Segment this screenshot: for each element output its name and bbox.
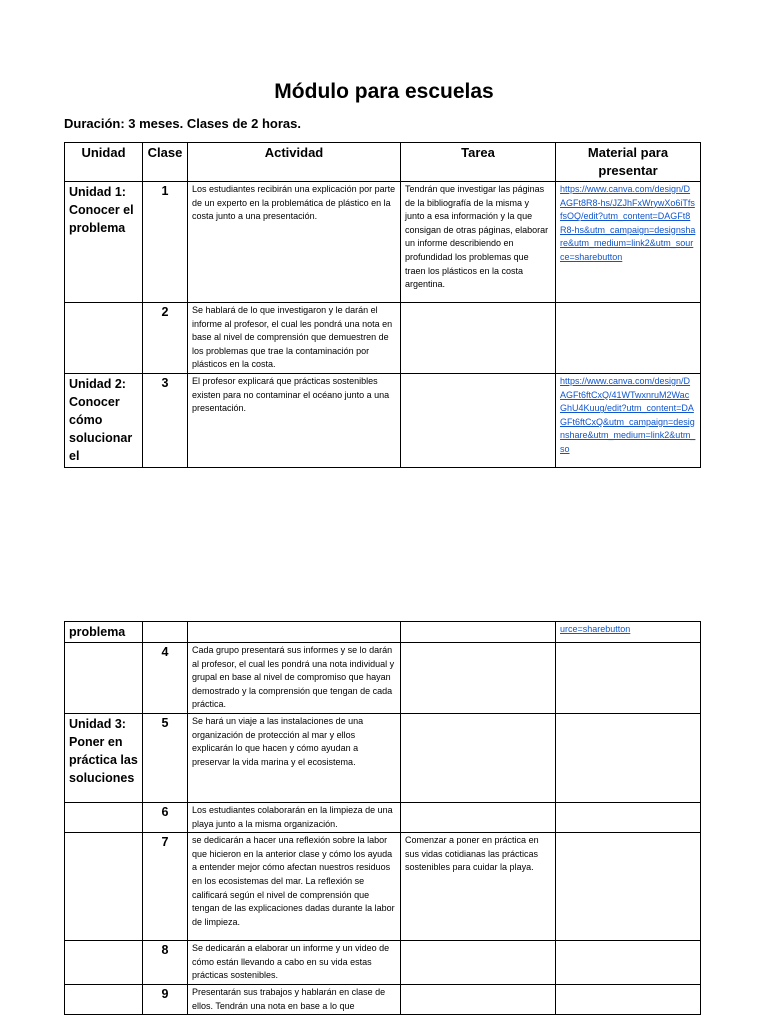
actividad-cell: Se dedicarán a elaborar un informe y un video de cómo están llevando a cabo en su vida estas prácticas sostenibles. bbox=[188, 941, 401, 985]
actividad-cell: Los estudiantes recibirán una explicación por parte de un experto en la problemática de plástico en la costa junto a una presentación. bbox=[188, 182, 401, 303]
table-row bbox=[65, 802, 701, 832]
duration-text: Duración: 3 meses. Clases de 2 horas. bbox=[64, 116, 301, 131]
tarea-cell: Comenzar a poner en práctica en sus vidas cotidianas las prácticas sostenibles para cuidar la playa. bbox=[401, 833, 556, 941]
tarea-cell bbox=[401, 622, 556, 643]
clase-cell: 2 bbox=[143, 303, 188, 374]
unidad-cell: Unidad 2: Conocer cómo solucionar el bbox=[65, 373, 143, 467]
clase-cell: 3 bbox=[143, 373, 188, 467]
header-tarea: Tarea bbox=[401, 143, 556, 182]
tarea-cell bbox=[401, 643, 556, 714]
unidad-cell bbox=[65, 802, 143, 832]
actividad-cell: Los estudiantes colaborarán en la limpieza de una playa junto a la misma organización. bbox=[188, 802, 401, 832]
material-link[interactable]: https://www.canva.com/design/DAGFt8R8-hs/JZJhFxWrywXo6iTfsfsOQ/edit?utm_content=DAGFt8R8-hs&utm_campaign=designshare&utm_medium=link2&utm_source=sharebutton bbox=[556, 182, 701, 303]
header-actividad: Actividad bbox=[188, 143, 401, 182]
actividad-cell: Presentarán sus trabajos y hablarán en clase de ellos. Tendrán una nota en base a lo que bbox=[188, 984, 401, 1014]
header-clase: Clase bbox=[143, 143, 188, 182]
material-cell bbox=[556, 941, 701, 985]
actividad-cell: Se hará un viaje a las instalaciones de una organización de protección al mar y ellos explicarán lo que hacen y cómo ayudan a preservar la vida marina y el ecosistema. bbox=[188, 713, 401, 802]
clase-cell: 8 bbox=[143, 941, 188, 985]
actividad-cell: se dedicarán a hacer una reflexión sobre la labor que hicieron en la anterior clase y cómo los ayuda a entender mejor cómo afectan nuestros residuos en los ecosistemas del mar. La reflexión se calificará según el nivel de comprensión que tengan de las explicaciones dadas durante la labor de limpieza. bbox=[188, 833, 401, 941]
unidad-cell: Unidad 3: Poner en práctica las soluciones bbox=[65, 713, 143, 802]
table-row bbox=[65, 643, 701, 714]
tarea-cell bbox=[401, 941, 556, 985]
table-row bbox=[65, 622, 701, 643]
unidad-cell bbox=[65, 643, 143, 714]
actividad-cell: Se hablará de lo que investigaron y le darán el informe al profesor, el cual les pondrá una nota en base al nivel de comprensión que demuestren de los problemas que trae la contaminación por plásticos en la costa. bbox=[188, 303, 401, 374]
unidad-cell: Unidad 1: Conocer el problema bbox=[65, 182, 143, 303]
tarea-cell bbox=[401, 373, 556, 467]
material-cell bbox=[556, 643, 701, 714]
table-row bbox=[65, 373, 701, 467]
table-row bbox=[65, 303, 701, 374]
table-row bbox=[65, 941, 701, 985]
material-link[interactable]: urce=sharebutton bbox=[556, 622, 701, 643]
clase-cell: 6 bbox=[143, 802, 188, 832]
tarea-cell bbox=[401, 303, 556, 374]
clase-cell: 5 bbox=[143, 713, 188, 802]
clase-cell: 9 bbox=[143, 984, 188, 1014]
schedule-table-page2 bbox=[64, 621, 701, 1015]
document-title: Módulo para escuelas bbox=[274, 80, 494, 103]
clase-cell: 4 bbox=[143, 643, 188, 714]
table-header-row bbox=[65, 143, 701, 182]
schedule-table-page1 bbox=[64, 142, 701, 468]
material-cell bbox=[556, 713, 701, 802]
tarea-cell bbox=[401, 984, 556, 1014]
unidad-cell bbox=[65, 303, 143, 374]
unidad-cell bbox=[65, 984, 143, 1014]
clase-cell: 1 bbox=[143, 182, 188, 303]
clase-cell: 7 bbox=[143, 833, 188, 941]
table-row bbox=[65, 713, 701, 802]
table-row bbox=[65, 833, 701, 941]
clase-cell bbox=[143, 622, 188, 643]
table-row bbox=[65, 984, 701, 1014]
actividad-cell bbox=[188, 622, 401, 643]
material-cell bbox=[556, 802, 701, 832]
material-cell bbox=[556, 833, 701, 941]
material-cell bbox=[556, 303, 701, 374]
material-cell bbox=[556, 984, 701, 1014]
tarea-cell bbox=[401, 713, 556, 802]
header-unidad: Unidad bbox=[65, 143, 143, 182]
material-link[interactable]: https://www.canva.com/design/DAGFt6ftCxQ/41WTwxnruM2WacGhU4Kuug/edit?utm_content=DAGFt6ftCxQ&utm_campaign=designshare&utm_medium=link2&utm_so bbox=[556, 373, 701, 467]
actividad-cell: El profesor explicará que prácticas sostenibles existen para no contaminar el océano junto a una presentación. bbox=[188, 373, 401, 467]
unidad-cell bbox=[65, 833, 143, 941]
actividad-cell: Cada grupo presentará sus informes y se lo darán al profesor, el cual les pondrá una nota individual y grupal en base al nivel de compromiso que hayan demostrado y la comprensión que tengan de cada práctica. bbox=[188, 643, 401, 714]
unidad-cell bbox=[65, 941, 143, 985]
tarea-cell: Tendrán que investigar las páginas de la bibliografía de la misma y junto a esa información y la que consigan de otras páginas, elaborar un informe describiendo en profundidad los problemas que traen los plásticos en la costa argentina. bbox=[401, 182, 556, 303]
tarea-cell bbox=[401, 802, 556, 832]
table-row bbox=[65, 182, 701, 303]
unidad-cell: problema bbox=[65, 622, 143, 643]
header-material: Material para presentar bbox=[556, 143, 701, 182]
